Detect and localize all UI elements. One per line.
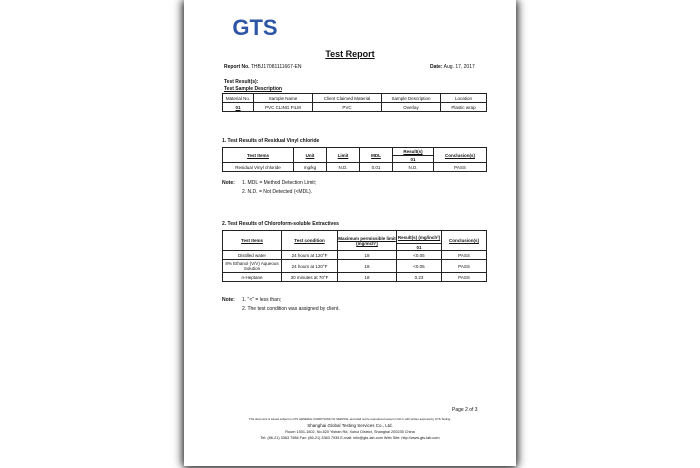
section2-note-label: Note:	[222, 297, 235, 303]
table-header-cell: MDL	[360, 148, 393, 163]
section1-note-1: 1. MDL = Method Detection Limit;	[242, 180, 317, 186]
table-cell: mg/kg	[294, 163, 327, 172]
table-cell: PASS	[442, 260, 487, 273]
date-value: Aug. 17, 2017	[443, 64, 475, 70]
gts-logo	[224, 16, 286, 38]
table-header-cell: Conclusion(s)	[434, 148, 487, 163]
table-cell: PVC CLING FILM	[254, 103, 313, 112]
section2-title: 2. Test Results of Chloroform-soluble Extractives	[222, 221, 339, 227]
table-header-cell: Test Items	[223, 231, 282, 251]
table-header	[223, 231, 487, 244]
table-cell: 8% Ethanol (V/V) Aqueous Solution	[223, 260, 282, 273]
page-number: Page 2 of 3	[452, 407, 478, 413]
table-header-cell: Limit	[327, 148, 360, 163]
report-date	[430, 64, 475, 70]
table-header-cell: Client Claimed Material	[313, 94, 382, 103]
table-header-cell: Location	[441, 94, 487, 103]
table-row	[223, 103, 487, 112]
section2-note-2: 2. The test condition was assigned by client.	[242, 306, 340, 312]
sample-table	[222, 93, 487, 112]
section1-note-2: 2. N.D. = Not Detected (<MDL).	[242, 189, 313, 195]
table-cell: PASS	[442, 273, 487, 282]
report-no-value: THBJ17081111667-EN	[250, 64, 302, 70]
table-header-cell: 01	[393, 156, 434, 163]
table-header-cell: Test condition	[282, 231, 338, 251]
section1-note-label: Note:	[222, 180, 235, 186]
table-header-cell: Material No.	[223, 94, 254, 103]
report-title: Test Report	[325, 49, 375, 59]
table-cell: 18	[338, 251, 397, 260]
table-cell: N.D.	[327, 163, 360, 172]
extractives-table	[222, 230, 487, 282]
table-header	[223, 148, 487, 156]
table-cell: Overlay	[382, 103, 441, 112]
table-header-cell: Result(s)	[393, 148, 434, 156]
table-row	[223, 273, 487, 282]
table-cell: 30 minutes at 70°F	[282, 273, 338, 282]
section2-note-1: 1. "<" = less than;	[242, 297, 282, 303]
table-cell: PASS	[442, 251, 487, 260]
footer-address: Room 1501-1502, No.520 Yishan Rd, Xuhui District, Shanghai 200235 China	[285, 430, 415, 434]
report-page	[184, 0, 516, 466]
table-cell: 0.23	[397, 273, 442, 282]
test-results-label: Test Result(s):	[224, 79, 259, 85]
logo-text: GTS	[232, 16, 278, 38]
table-cell: Plastic wrap	[441, 103, 487, 112]
table-header-cell: 01	[397, 244, 442, 251]
table-cell: <0.05	[397, 251, 442, 260]
table-cell: PVC	[313, 103, 382, 112]
table-header-cell: Test Items	[223, 148, 294, 163]
report-no-label: Report No.	[224, 64, 250, 70]
section1-title: 1. Test Results of Residual Vinyl chloride	[222, 138, 320, 144]
table-header-cell: Conclusion(s)	[442, 231, 487, 251]
table-cell: N.D.	[393, 163, 434, 172]
footer-disclaimer: This document is issued subject to GTS GENERAL CONDITIONS OF SERVICE, and shall not be reproduced except in full or with written approval by GTS Testing.	[248, 417, 452, 421]
table-cell: 01	[223, 103, 254, 112]
report-number	[224, 64, 301, 70]
table-cell: 24 hours at 120°F	[282, 260, 338, 273]
table-cell: 0.01	[360, 163, 393, 172]
table-cell: n-Heptane	[223, 273, 282, 282]
table-header-cell: Unit	[294, 148, 327, 163]
table-header-cell: Sample Description	[382, 94, 441, 103]
table-header-cell: Sample Name	[254, 94, 313, 103]
table-cell: 18	[338, 273, 397, 282]
table-cell: Residual Vinyl chloride	[223, 163, 294, 172]
table-header-cell: Maximum permissible limit (mg/inch²)	[338, 231, 397, 251]
table-cell: 24 hours at 120°F	[282, 251, 338, 260]
table-header-cell: Result(s) (mg/inch²)	[397, 231, 442, 244]
sample-table-header	[223, 94, 487, 103]
sample-desc-label: Test Sample Description	[224, 86, 282, 92]
table-row	[223, 163, 487, 172]
table-row	[223, 251, 487, 260]
table-cell: 18	[338, 260, 397, 273]
table-row	[223, 260, 487, 273]
footer-company: Shanghai Global Testing Services Co., Ltd.	[307, 423, 393, 428]
table-cell: Distilled water	[223, 251, 282, 260]
footer-contact: Tel: (86-21) 3363 7986 Fax: (86-21) 3363 7935 E-mail: info@gts-lab.com Web Site: http://www.gts-lab.com	[260, 436, 440, 440]
table-cell: PASS	[434, 163, 487, 172]
vinyl-chloride-table	[222, 147, 487, 172]
date-label: Date:	[430, 64, 443, 70]
table-cell: <0.05	[397, 260, 442, 273]
